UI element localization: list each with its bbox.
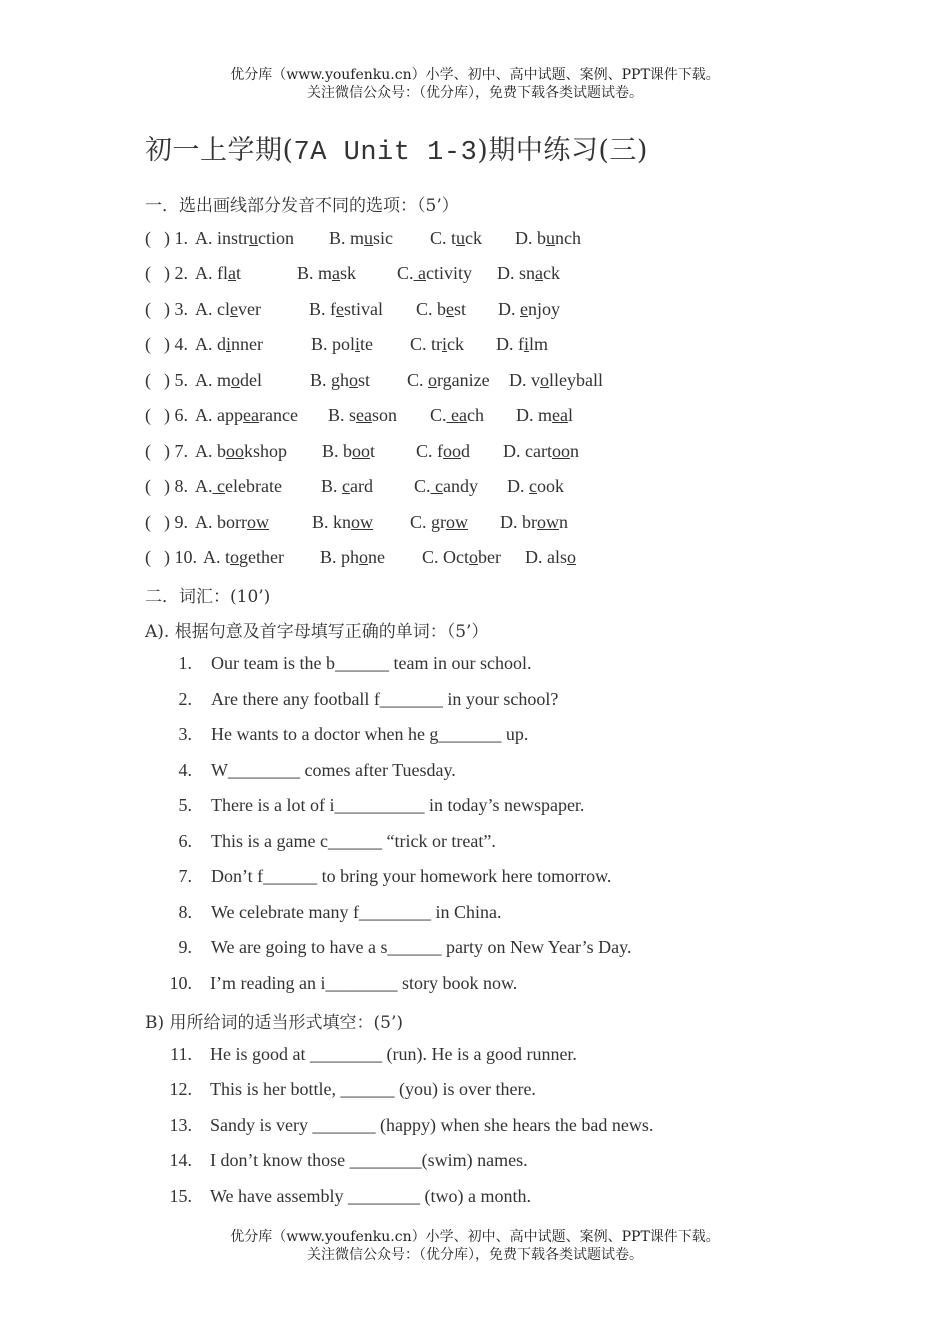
option: B. boot bbox=[322, 441, 376, 461]
underlined-sound: o bbox=[231, 370, 240, 390]
option: D. also bbox=[525, 547, 576, 567]
item-text: We are going to have a s______ party on New Year’s Day. bbox=[211, 937, 632, 957]
option: D. enjoy bbox=[498, 299, 561, 319]
option: B. ghost bbox=[310, 370, 371, 390]
option: B. polite bbox=[311, 334, 374, 354]
underlined-sound: oo bbox=[443, 441, 461, 461]
underlined-sound: o bbox=[349, 370, 359, 390]
underlined-sound: c bbox=[529, 476, 537, 496]
underlined-sound: ow bbox=[247, 512, 269, 532]
underlined-sound: c bbox=[342, 476, 351, 496]
item-number: 3. bbox=[178, 724, 192, 744]
page-footer bbox=[0, 1228, 950, 1264]
underlined-sound: e bbox=[446, 299, 455, 319]
underlined-sound: a bbox=[413, 263, 427, 283]
item-number: 12. bbox=[169, 1079, 192, 1099]
item-number: 15. bbox=[169, 1186, 192, 1206]
underlined-sound: e bbox=[230, 299, 238, 319]
option: C. activity bbox=[397, 263, 473, 283]
question-number: ) 2. bbox=[164, 263, 188, 283]
underlined-sound: i bbox=[442, 334, 448, 354]
item-text: Don’t f______ to bring your homework here tomorrow. bbox=[211, 866, 612, 886]
footer-line-2: 关注微信公众号：（优分库），免费下载各类试题试卷。 bbox=[307, 1247, 643, 1263]
option: B. season bbox=[328, 405, 398, 425]
option: A. dinner bbox=[195, 334, 263, 354]
underlined-sound: i bbox=[524, 334, 530, 354]
underlined-sound: a bbox=[332, 263, 341, 283]
item-text: I don’t know those ________(swim) names. bbox=[210, 1150, 528, 1170]
question-number: ) 1. bbox=[164, 228, 188, 248]
item-number: 8. bbox=[178, 902, 192, 922]
part2-sub-b-heading: B) 用所给词的适当形式填空：(5’) bbox=[145, 1013, 404, 1033]
option: B. music bbox=[329, 228, 394, 248]
answer-blank: ( bbox=[145, 263, 151, 283]
item-number: 2. bbox=[178, 689, 192, 709]
title-prefix: 初一上学期( bbox=[145, 135, 294, 166]
underlined-sound: oo bbox=[226, 441, 244, 461]
item-text: He is good at ________ (run). He is a good runner. bbox=[210, 1044, 577, 1064]
option: D. film bbox=[496, 334, 549, 354]
underlined-sound: ea bbox=[243, 405, 259, 425]
option: B. festival bbox=[309, 299, 383, 319]
option: C. grow bbox=[410, 512, 468, 532]
option: A. clever bbox=[195, 299, 261, 319]
underlined-sound: c bbox=[430, 476, 444, 496]
page-header bbox=[0, 66, 950, 102]
option: A. bookshop bbox=[195, 441, 288, 461]
title-suffix: )期中练习(三) bbox=[477, 135, 648, 166]
underlined-sound: a bbox=[228, 263, 236, 283]
option: A. together bbox=[203, 547, 284, 567]
answer-blank: ( bbox=[145, 405, 151, 425]
underlined-sound: ow bbox=[351, 512, 374, 532]
underlined-sound: i bbox=[226, 334, 232, 354]
option: C. each bbox=[430, 405, 484, 425]
part2-sub-a-heading: A). 根据句意及首字母填写正确的单词：（5’） bbox=[145, 622, 489, 642]
underlined-sound: ea bbox=[552, 405, 568, 425]
answer-blank: ( bbox=[145, 334, 151, 354]
item-text: Our team is the b______ team in our school. bbox=[211, 653, 532, 673]
underlined-sound: u bbox=[249, 228, 258, 248]
item-number: 7. bbox=[178, 866, 192, 886]
answer-blank: ( bbox=[145, 370, 151, 390]
item-text: This is a game c______ “trick or treat”. bbox=[211, 831, 496, 851]
item-text: We have assembly ________ (two) a month. bbox=[210, 1186, 531, 1206]
underlined-sound: oo bbox=[551, 441, 570, 461]
option: A. borrow bbox=[195, 512, 269, 532]
underlined-sound: e bbox=[520, 299, 528, 319]
option: D. snack bbox=[497, 263, 561, 283]
answer-blank: ( bbox=[145, 512, 151, 532]
answer-blank: ( bbox=[145, 441, 151, 461]
item-text: We celebrate many f________ in China. bbox=[211, 902, 502, 922]
answer-blank: ( bbox=[145, 299, 151, 319]
part2-heading: 二．词汇：(10’) bbox=[145, 587, 271, 607]
item-text: There is a lot of i__________ in today’s newspaper. bbox=[211, 795, 585, 815]
option: C. candy bbox=[414, 476, 479, 496]
item-number: 13. bbox=[169, 1115, 192, 1135]
option: D. cook bbox=[507, 476, 564, 496]
underlined-sound: o bbox=[469, 547, 478, 567]
option: B. phone bbox=[320, 547, 386, 567]
underlined-sound: u bbox=[456, 228, 466, 248]
item-number: 11. bbox=[170, 1044, 192, 1064]
option: C. food bbox=[416, 441, 470, 461]
underlined-sound: ea bbox=[446, 405, 467, 425]
option: A. celebrate bbox=[195, 476, 282, 496]
question-number: ) 10. bbox=[164, 547, 197, 567]
underlined-sound: u bbox=[546, 228, 555, 248]
option: D. brown bbox=[500, 512, 568, 532]
option: D. meal bbox=[516, 405, 573, 425]
option: C. tuck bbox=[430, 228, 483, 248]
underlined-sound: i bbox=[355, 334, 361, 354]
option: B. mask bbox=[297, 263, 357, 283]
option: D. volleyball bbox=[509, 370, 603, 390]
question-number: ) 7. bbox=[164, 441, 188, 461]
item-number: 9. bbox=[178, 937, 192, 957]
underlined-sound: o bbox=[540, 370, 549, 390]
item-text: This is her bottle, ______ (you) is over there. bbox=[210, 1079, 536, 1099]
item-text: W________ comes after Tuesday. bbox=[211, 760, 456, 780]
underlined-sound: c bbox=[212, 476, 225, 496]
underlined-sound: o bbox=[428, 370, 438, 390]
item-text: He wants to a doctor when he g_______ up. bbox=[211, 724, 529, 744]
option: A. instruction bbox=[195, 228, 294, 248]
item-text: Sandy is very _______ (happy) when she hears the bad news. bbox=[210, 1115, 654, 1135]
option: A. appearance bbox=[195, 405, 298, 425]
answer-blank: ( bbox=[145, 547, 151, 567]
item-text: I’m reading an i________ story book now. bbox=[210, 973, 518, 993]
option: D. cartoon bbox=[503, 441, 579, 461]
item-number: 6. bbox=[178, 831, 192, 851]
page-title bbox=[145, 128, 648, 168]
underlined-sound: o bbox=[230, 547, 239, 567]
question-number: ) 4. bbox=[164, 334, 188, 354]
option: C. best bbox=[416, 299, 467, 319]
question-number: ) 9. bbox=[164, 512, 188, 532]
underlined-sound: oo bbox=[352, 441, 371, 461]
item-number: 4. bbox=[178, 760, 192, 780]
option: C. trick bbox=[410, 334, 465, 354]
item-number: 1. bbox=[178, 653, 192, 673]
underlined-sound: o bbox=[359, 547, 369, 567]
question-number: ) 5. bbox=[164, 370, 188, 390]
underlined-sound: ow bbox=[446, 512, 468, 532]
underlined-sound: o bbox=[567, 547, 576, 567]
option: A. flat bbox=[195, 263, 242, 283]
item-number: 10. bbox=[169, 973, 192, 993]
underlined-sound: a bbox=[535, 263, 544, 283]
title-code: 7A Unit 1-3 bbox=[293, 138, 478, 168]
part1-heading: 一．选出画线部分发音不同的选项：（5’） bbox=[145, 196, 459, 216]
item-number: 5. bbox=[178, 795, 192, 815]
option: D. bunch bbox=[515, 228, 581, 248]
underlined-sound: e bbox=[336, 299, 344, 319]
item-number: 14. bbox=[169, 1150, 192, 1170]
underlined-sound: ea bbox=[356, 405, 372, 425]
underlined-sound: u bbox=[364, 228, 374, 248]
item-text: Are there any football f_______ in your school? bbox=[211, 689, 559, 709]
option: C. organize bbox=[407, 370, 490, 390]
answer-blank: ( bbox=[145, 476, 151, 496]
underlined-sound: ow bbox=[537, 512, 559, 532]
header-line-1: 优分库（www.youfenku.cn）小学、初中、高中试题、案例、PPT课件下载。 bbox=[230, 67, 720, 83]
option: A. model bbox=[195, 370, 262, 390]
option: B. card bbox=[321, 476, 373, 496]
option: B. know bbox=[312, 512, 374, 532]
footer-line-1: 优分库（www.youfenku.cn）小学、初中、高中试题、案例、PPT课件下载。 bbox=[230, 1229, 720, 1245]
option: C. October bbox=[422, 547, 501, 567]
question-number: ) 8. bbox=[164, 476, 188, 496]
question-number: ) 6. bbox=[164, 405, 188, 425]
header-line-2: 关注微信公众号：（优分库），免费下载各类试题试卷。 bbox=[307, 85, 643, 101]
answer-blank: ( bbox=[145, 228, 151, 248]
question-number: ) 3. bbox=[164, 299, 188, 319]
